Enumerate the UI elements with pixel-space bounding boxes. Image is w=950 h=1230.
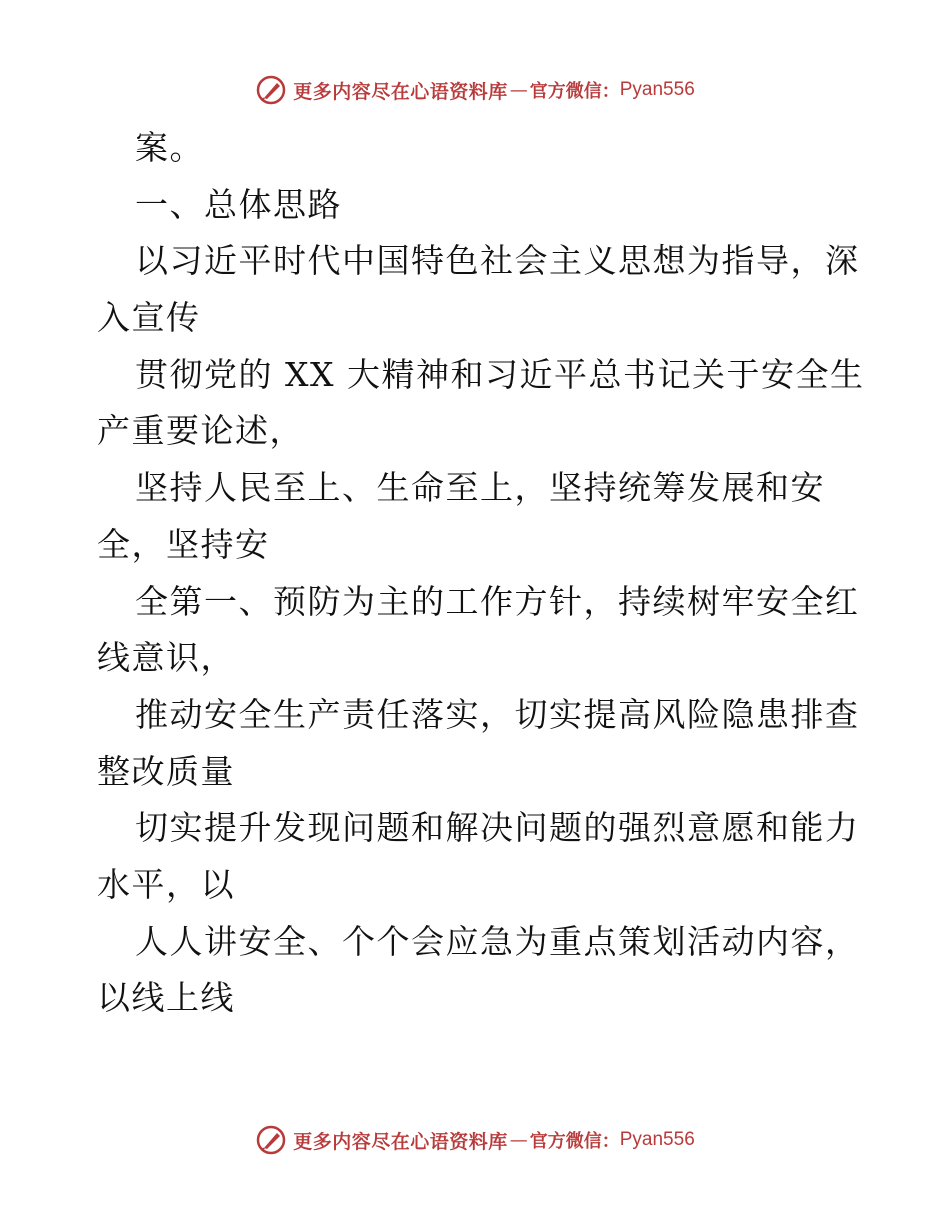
text-line: 贯彻党的 XX 大精神和习近平总书记关于安全生 <box>135 354 865 394</box>
text-line: 水平，以 <box>97 864 235 904</box>
watermark-wechat-label: 官方微信： <box>529 81 620 102</box>
text-line: 切实提升发现问题和解决问题的强烈意愿和能力 <box>135 808 860 848</box>
text-line: 以习近平时代中国特色社会主义思想为指导，深 <box>135 241 860 281</box>
watermark-dash: — <box>509 1129 528 1151</box>
watermark-wechat-id: Pyan556 <box>619 1129 695 1150</box>
text-line: 案。 <box>135 128 204 167</box>
watermark-dash: — <box>509 79 528 101</box>
text-line: 全第一、预防为主的工作方针，持续树牢安全红 <box>135 581 860 621</box>
document-body <box>97 120 865 1027</box>
text-line: 以线上线 <box>97 978 235 1018</box>
text-line: 全，坚持安 <box>97 524 270 564</box>
watermark-wechat-id: Pyan556 <box>619 79 695 100</box>
text-line: 入宣传 <box>97 298 201 338</box>
watermark-brand: 更多内容尽在心语资料库 <box>293 1130 508 1153</box>
text-line: 产重要论述， <box>97 411 304 451</box>
text-line: 线意识， <box>97 638 235 678</box>
header-watermark <box>0 70 950 110</box>
quill-logo-icon <box>255 1124 287 1156</box>
text-line: 整改质量 <box>97 751 235 791</box>
quill-logo-icon <box>255 74 287 106</box>
text-line: 推动安全生产责任落实，切实提高风险隐患排查 <box>135 694 860 734</box>
text-line: 坚持人民至上、生命至上，坚持统筹发展和安 <box>135 468 825 508</box>
text-line: 一、总体思路 <box>135 184 342 224</box>
watermark-brand: 更多内容尽在心语资料库 <box>293 80 508 103</box>
footer-watermark <box>0 1120 950 1160</box>
text-line: 人人讲安全、个个会应急为重点策划活动内容， <box>135 921 860 961</box>
watermark-wechat-label: 官方微信： <box>529 1131 620 1152</box>
